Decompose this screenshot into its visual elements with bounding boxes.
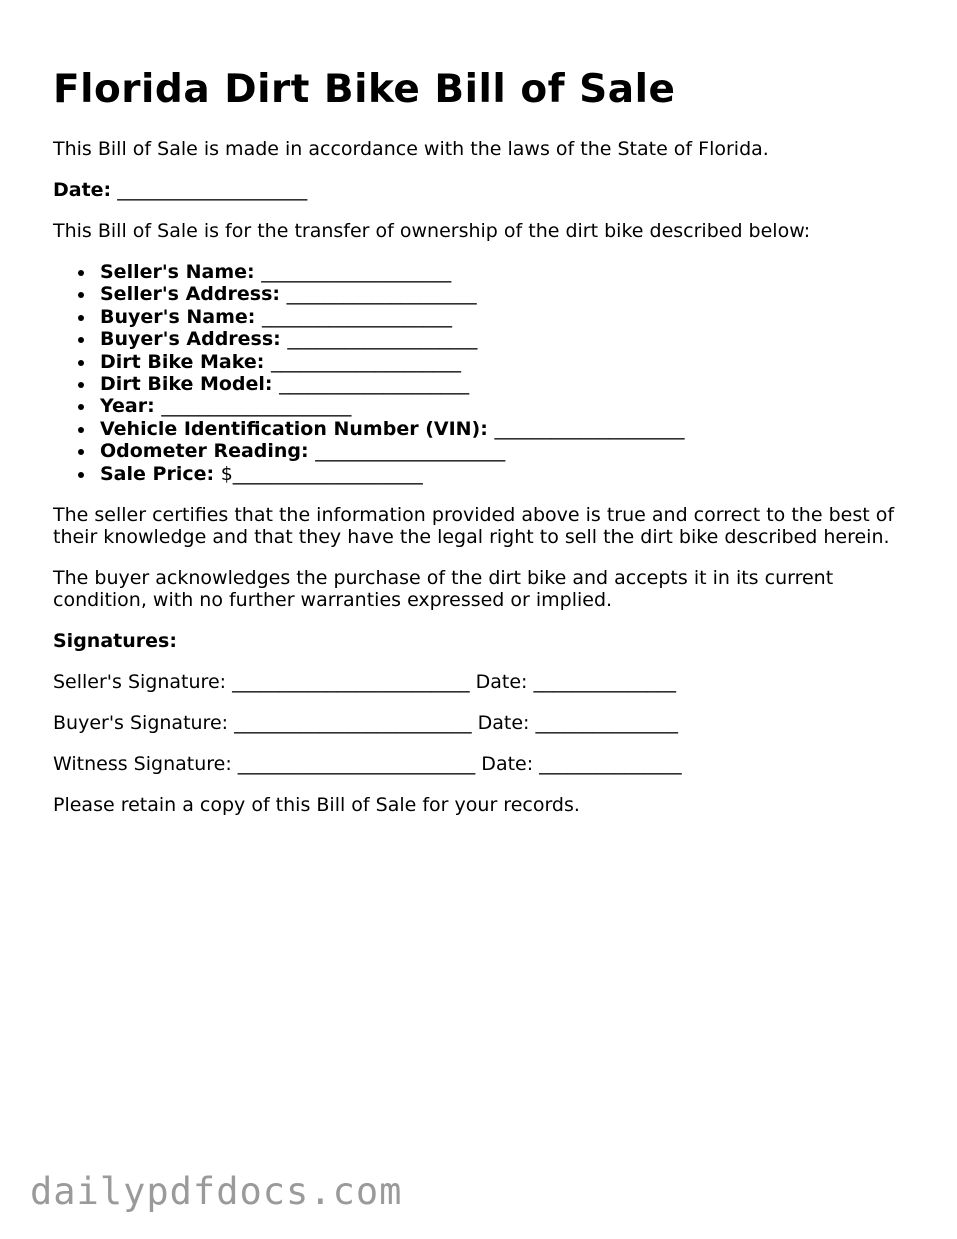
list-item-sellers-address: Seller's Address: ____________________ — [100, 283, 913, 305]
buyer-acknowledgement: The buyer acknowledges the purchase of the dirt bike and accepts it in its current condition, with no further warranties expressed or implied. — [53, 567, 834, 612]
list-item-model: Dirt Bike Model: ____________________ — [100, 373, 913, 395]
blank-field[interactable]: ____________________ — [279, 373, 470, 396]
blank-field[interactable]: $____________________ — [220, 462, 423, 485]
watermark: dailypdfdocs.com — [30, 1170, 403, 1213]
document-page — [53, 66, 913, 835]
field-list — [53, 261, 913, 485]
list-item-sellers-name: Seller's Name: ____________________ — [100, 261, 913, 283]
list-item-vin: Vehicle Identification Number (VIN): ____________________ — [100, 418, 913, 440]
list-item-sale-price: Sale Price: $____________________ — [100, 463, 913, 485]
seller-certification: The seller certifies that the information provided above is true and correct to the best of their knowledge and that they have the legal right to sell the dirt bike described herein. — [53, 504, 895, 549]
witness-signature-line[interactable]: Witness Signature: _________________________ Date: _______________ — [53, 753, 682, 776]
list-item-buyers-address: Buyer's Address: ____________________ — [100, 328, 913, 350]
list-item-buyers-name: Buyer's Name: ____________________ — [100, 306, 913, 328]
date-line — [53, 179, 913, 201]
list-item-make: Dirt Bike Make: ____________________ — [100, 351, 913, 373]
document-title: Florida Dirt Bike Bill of Sale — [53, 67, 676, 112]
date-blank: ____________________ — [117, 179, 308, 201]
blank-field[interactable]: ____________________ — [286, 283, 477, 306]
blank-field[interactable]: ____________________ — [161, 395, 352, 418]
blank-field[interactable]: ____________________ — [287, 328, 478, 351]
seller-signature-line[interactable]: Seller's Signature: _________________________ Date: _______________ — [53, 671, 676, 694]
buyer-signature-line[interactable]: Buyer's Signature: _________________________ Date: _______________ — [53, 712, 678, 735]
blank-field[interactable]: ____________________ — [494, 417, 685, 440]
list-item-year: Year: ____________________ — [100, 395, 913, 417]
retain-note: Please retain a copy of this Bill of Sale for your records. — [53, 794, 580, 817]
list-item-odometer: Odometer Reading: ____________________ — [100, 440, 913, 462]
transfer-paragraph: This Bill of Sale is for the transfer of ownership of the dirt bike described below: — [53, 220, 811, 242]
intro-paragraph: This Bill of Sale is made in accordance with the laws of the State of Florida. — [53, 138, 769, 160]
date-label: Date: — [53, 179, 112, 201]
blank-field[interactable]: ____________________ — [315, 440, 506, 463]
blank-field[interactable]: ____________________ — [262, 305, 453, 328]
blank-field[interactable]: ____________________ — [270, 350, 461, 373]
signatures-heading: Signatures: — [53, 630, 177, 653]
blank-field[interactable]: ____________________ — [261, 261, 452, 283]
